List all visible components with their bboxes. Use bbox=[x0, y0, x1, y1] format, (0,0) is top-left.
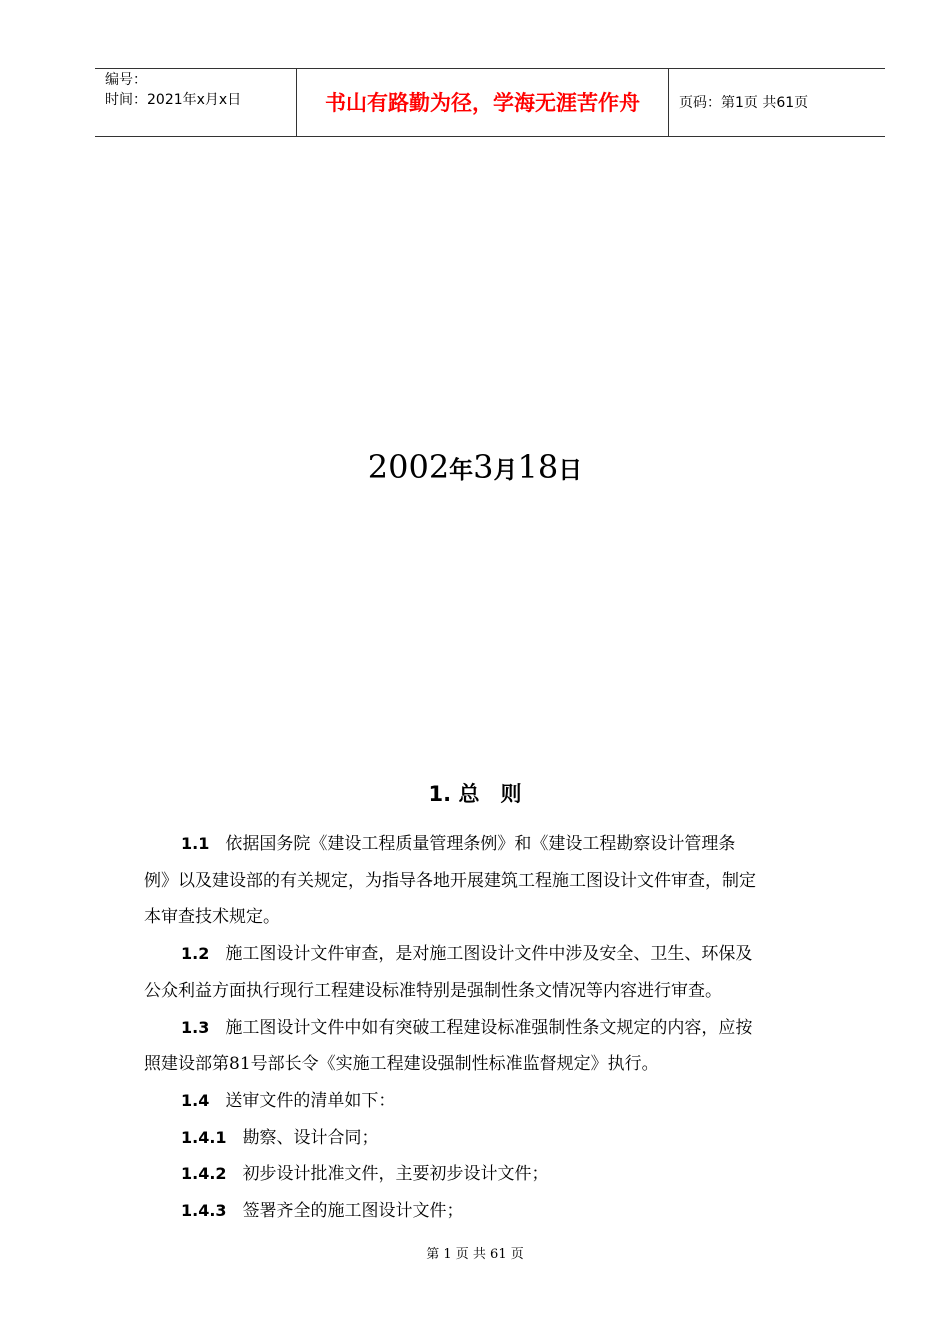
clause-number: 1.1 bbox=[181, 834, 210, 853]
date-month-char: 月 bbox=[493, 456, 518, 484]
date-month: 3 bbox=[473, 448, 494, 486]
clause-number: 1.4.2 bbox=[181, 1164, 227, 1183]
date-day: 18 bbox=[517, 448, 559, 486]
paragraph-text: 签署齐全的施工图设计文件； bbox=[242, 1201, 464, 1221]
paragraph-text: 送审文件的清单如下： bbox=[225, 1091, 396, 1111]
paragraph-text: 施工图设计文件审查，是对施工图设计文件中涉及安全、卫生、环保及 bbox=[225, 944, 753, 964]
clause-number: 1.3 bbox=[181, 1018, 210, 1037]
clause-number: 1.4.3 bbox=[181, 1201, 227, 1220]
paragraph-text: 初步设计批准文件，主要初步设计文件； bbox=[242, 1164, 549, 1184]
paragraph-line bbox=[181, 1089, 395, 1113]
clause-number: 1.4 bbox=[181, 1091, 210, 1110]
motto-text: 书山有路勤为径，学海无涯苦作舟 bbox=[325, 91, 640, 115]
paragraph-line: 本审查技术规定。 bbox=[144, 907, 280, 927]
page-info: 页码：第1页 共61页 bbox=[679, 95, 809, 111]
clause-number: 1.2 bbox=[181, 944, 210, 963]
paragraph-line bbox=[181, 1199, 464, 1223]
paragraph-line bbox=[181, 832, 735, 856]
page-header bbox=[95, 68, 885, 137]
document-date bbox=[0, 443, 950, 494]
header-motto-cell bbox=[297, 69, 669, 136]
date-day-char: 日 bbox=[558, 456, 583, 484]
paragraph-line bbox=[181, 1162, 549, 1186]
paragraph-text: 勘察、设计合同； bbox=[242, 1128, 379, 1148]
paragraph-line: 例》以及建设部的有关规定，为指导各地开展建筑工程施工图设计文件审查，制定 bbox=[144, 871, 756, 891]
paragraph-text: 依据国务院《建设工程质量管理条例》和《建设工程勘察设计管理条 bbox=[225, 834, 736, 854]
section-title: 1. 总 则 bbox=[428, 782, 522, 806]
time-label: 时间：2021年x月x日 bbox=[105, 92, 242, 108]
paragraph-line bbox=[181, 942, 752, 966]
date-year: 2002 bbox=[367, 448, 450, 486]
paragraph-line bbox=[181, 1016, 752, 1040]
clause-number: 1.4.1 bbox=[181, 1128, 227, 1147]
paragraph-line: 公众利益方面执行现行工程建设标准特别是强制性条文情况等内容进行审查。 bbox=[144, 981, 722, 1001]
header-meta-cell bbox=[95, 69, 297, 136]
serial-label: 编号： bbox=[105, 72, 147, 88]
paragraph-line: 照建设部第81号部长令《实施工程建设强制性标准监督规定》执行。 bbox=[144, 1054, 659, 1074]
date-year-char: 年 bbox=[449, 456, 474, 484]
paragraph-text: 施工图设计文件中如有突破工程建设标准强制性条文规定的内容，应按 bbox=[225, 1018, 753, 1038]
page-footer: 第 1 页 共 61 页 bbox=[426, 1247, 524, 1262]
paragraph-line bbox=[181, 1126, 379, 1150]
header-page-cell bbox=[669, 69, 885, 136]
